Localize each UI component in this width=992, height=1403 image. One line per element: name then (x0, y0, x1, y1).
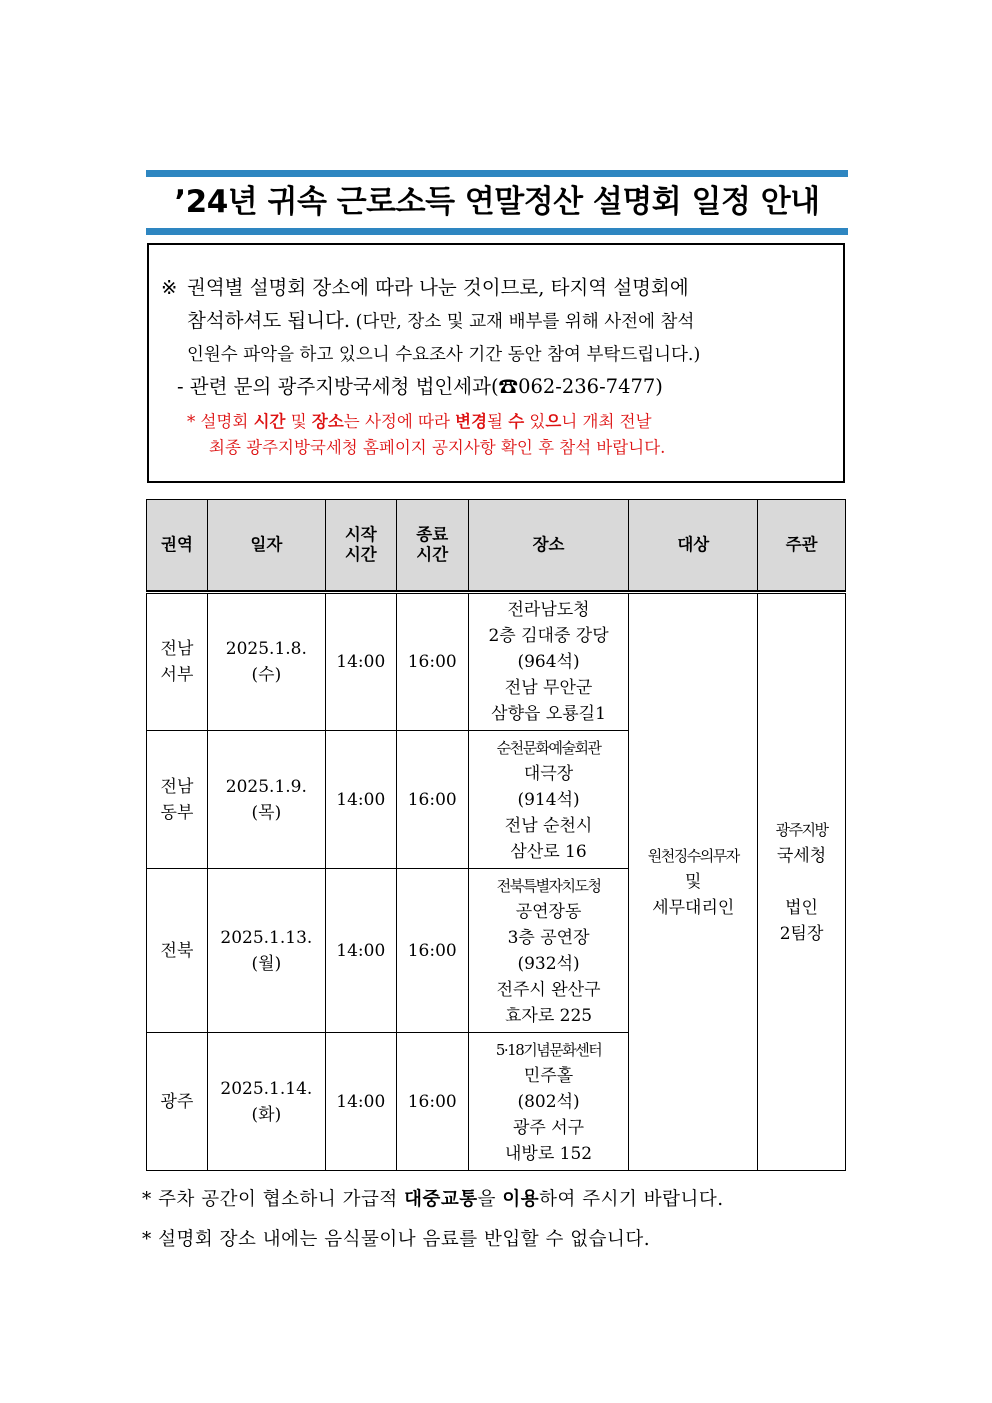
warning-mark: * (187, 412, 196, 431)
start-cell: 14:00 (325, 869, 396, 1033)
footnote-parking: * 주차 공간이 협소하니 가급적 대중교통을 이용하여 주시기 바랍니다. (142, 1189, 724, 1210)
date-cell: 2025.1.9. (목) (207, 731, 325, 869)
contact-number: 062-236-7477) (518, 375, 663, 398)
start-cell: 14:00 (325, 1033, 396, 1171)
header-place: 장소 (468, 500, 629, 591)
warning-can: 수 (508, 412, 525, 431)
footnote-food: * 설명회 장소 내에는 음식물이나 음료를 반입할 수 없습니다. (142, 1229, 651, 1250)
warning-note (187, 409, 839, 461)
warning-text: 있 (524, 412, 546, 431)
end-cell: 16:00 (396, 731, 468, 869)
region-cell: 전남 서부 (147, 593, 208, 731)
host-cell: 광주지방 국세청 법인 2팀장 (758, 593, 846, 1171)
header-date: 일자 (207, 500, 325, 591)
end-cell: 16:00 (396, 1033, 468, 1171)
notice-paragraph (161, 271, 837, 372)
warning-text: 는 사정에 따라 (343, 412, 456, 431)
start-cell: 14:00 (325, 731, 396, 869)
header-region: 권역 (147, 500, 208, 591)
notice-line-3: 인원수 파악을 하고 있으니 수요조사 기간 동안 참여 부탁드립니다.) (187, 345, 701, 365)
phone-icon: ☎ (498, 375, 519, 398)
warning-change: 변경 (455, 412, 488, 431)
table-row (147, 593, 846, 731)
schedule-table (146, 499, 846, 1171)
page-title: ’24년 귀속 근로소득 연말정산 설명회 일정 안내 (174, 184, 820, 220)
region-cell: 광주 (147, 1033, 208, 1171)
start-cell: 14:00 (325, 593, 396, 731)
header-end: 종료 시간 (396, 500, 468, 591)
notice-line-2a: 참석하셔도 됩니다. (187, 309, 351, 332)
header-host: 주관 (758, 500, 846, 591)
end-cell: 16:00 (396, 869, 468, 1033)
header-target: 대상 (629, 500, 758, 591)
reference-mark: ※ (161, 276, 178, 299)
title-top-rule (146, 170, 848, 177)
notice-box (147, 243, 845, 483)
warning-text: 니 개최 전날 (561, 412, 652, 431)
warning-time: 시간 (253, 412, 286, 431)
date-cell: 2025.1.14. (화) (207, 1033, 325, 1171)
place-cell: 5·18기념문화센터 민주홀 (802석) 광주 서구 내방로 152 (468, 1033, 629, 1171)
warning-line-2: 최종 광주지방국세청 홈페이지 공지사항 확인 후 참석 바랍니다. (209, 438, 666, 457)
date-cell: 2025.1.8. (수) (207, 593, 325, 731)
warning-place: 장소 (311, 412, 344, 431)
contact-prefix: - 관련 문의 광주지방국세청 법인세과( (177, 375, 499, 398)
table-header-row (147, 500, 846, 591)
target-cell: 원천징수의무자 및 세무대리인 (629, 593, 758, 1171)
warning-text: 설명회 (195, 412, 254, 431)
region-cell: 전북 (147, 869, 208, 1033)
region-cell: 전남 동부 (147, 731, 208, 869)
header-start: 시작 시간 (325, 500, 396, 591)
notice-line-1: 권역별 설명회 장소에 따라 나눈 것이므로, 타지역 설명회에 (187, 276, 689, 299)
notice-line-2b: (다만, 장소 및 교재 배부를 위해 사전에 참석 (350, 312, 695, 332)
contact-line (177, 373, 663, 401)
end-cell: 16:00 (396, 593, 468, 731)
warning-text: 및 (285, 412, 312, 431)
warning-text: 될 (487, 412, 509, 431)
place-cell: 전라남도청 2층 김대중 강당 (964석) 전남 무안군 삼향읍 오룡길1 (468, 593, 629, 731)
warning-eu: 으 (545, 412, 562, 431)
title-bottom-rule (146, 228, 848, 235)
place-cell: 순천문화예술회관 대극장 (914석) 전남 순천시 삼산로 16 (468, 731, 629, 869)
title-banner (146, 170, 848, 236)
date-cell: 2025.1.13. (월) (207, 869, 325, 1033)
place-cell: 전북특별자치도청 공연장동 3층 공연장 (932석) 전주시 완산구 효자로 225 (468, 869, 629, 1033)
